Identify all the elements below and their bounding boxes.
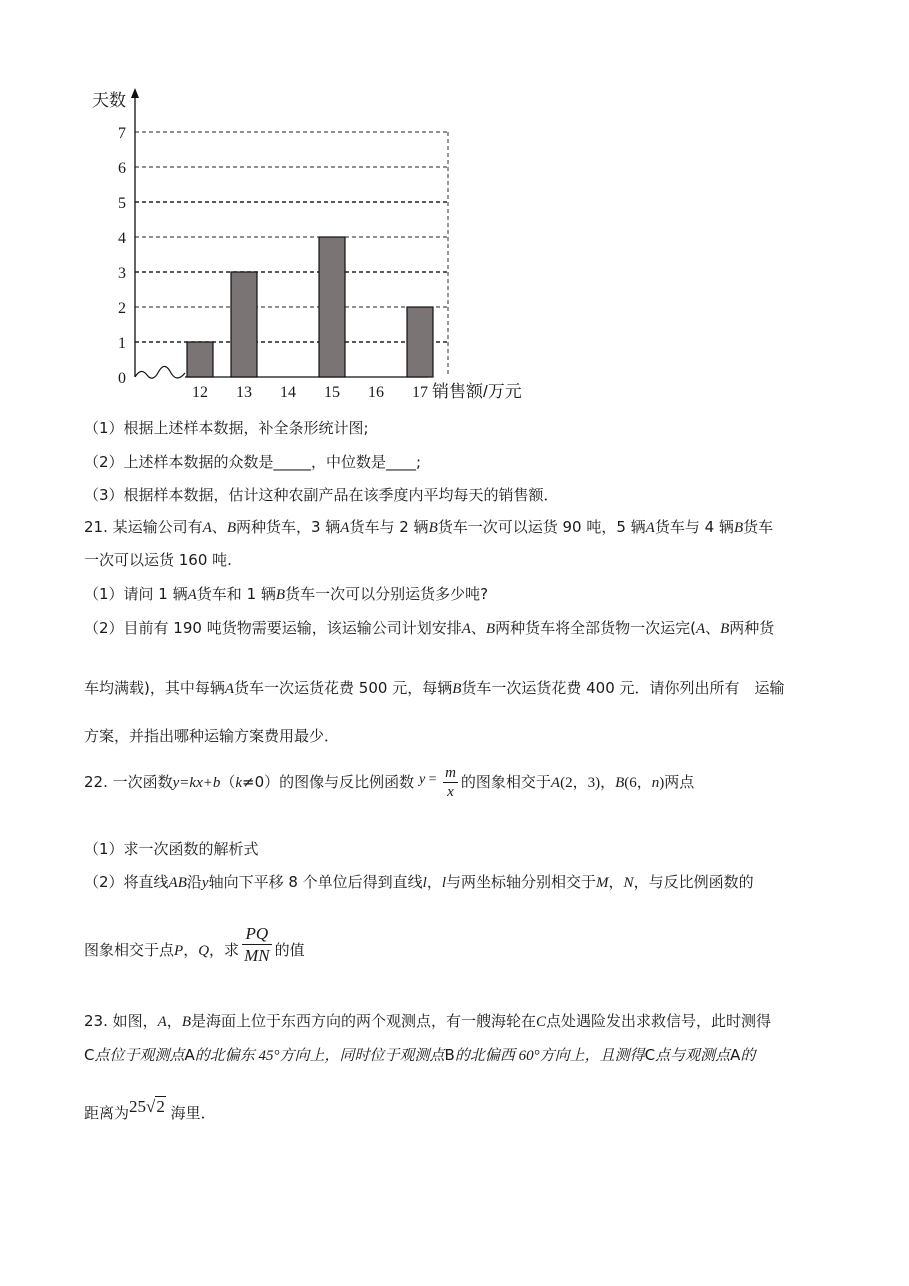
q23-line2 xyxy=(84,1044,755,1067)
q21-line1 xyxy=(84,516,773,539)
y-tick-label: 7 xyxy=(118,125,126,142)
sqrt-radicand: 2 xyxy=(156,1097,165,1116)
text-segment: 货车一次运货花费 400 元．请你列出所有 运输 xyxy=(461,679,785,697)
fraction-PQ-over-MN xyxy=(242,923,272,966)
text-segment: 货车和 1 辆 xyxy=(196,585,276,603)
q22-text: )两点 xyxy=(659,775,695,791)
q22-text: 22. 一次函数 xyxy=(84,773,173,791)
text-segment: A xyxy=(184,1046,195,1064)
fraction-numerator: m xyxy=(445,765,456,781)
text-segment: 两种货车将全部货物一次运完( xyxy=(495,619,696,637)
text-segment: 23. 如图， xyxy=(84,1012,158,1030)
y-axis-label: 天数 xyxy=(92,91,126,110)
q21-line2: 一次可以运货 160 吨. xyxy=(84,551,232,569)
x-axis-label: 销售额/万元 xyxy=(432,382,522,401)
fraction-m-over-x xyxy=(443,764,458,801)
x-tick-label: 15 xyxy=(324,384,340,401)
q21-part1 xyxy=(84,583,488,606)
math-variable: 的 xyxy=(740,1048,756,1064)
text-segment: ， xyxy=(426,873,442,891)
math-variable: B xyxy=(275,587,286,603)
sqrt-expression xyxy=(129,1097,166,1116)
x-tick-label: 17 xyxy=(412,384,428,401)
q22-text: ，求 xyxy=(209,941,240,959)
math-variable: A xyxy=(695,621,706,637)
text-segment: （2）将直线 xyxy=(84,873,169,891)
point-B: B xyxy=(615,775,625,791)
math-variable: B xyxy=(485,621,496,637)
text-segment: 、 xyxy=(705,619,721,637)
q22-text: 的图象相交于 xyxy=(460,773,551,791)
y-tick-label: 3 xyxy=(118,265,126,282)
bar-17 xyxy=(407,307,433,377)
text-segment: 、 xyxy=(470,619,486,637)
math-variable: B xyxy=(181,1014,191,1030)
text-segment: 是海面上位于东西方向的两个观测点，有一艘海轮在 xyxy=(190,1012,536,1030)
y-tick-label: 0 xyxy=(118,370,126,387)
text-segment: 两种货车，3 辆 xyxy=(235,518,341,536)
q22-text: ， xyxy=(183,941,199,959)
text-segment: A xyxy=(730,1046,741,1064)
q21-part2-line3: 方案，并指出哪种运输方案费用最少． xyxy=(84,727,340,745)
point-A-coords: (2，3)， xyxy=(560,775,616,791)
bar-15 xyxy=(319,237,345,377)
y-tick-label: 2 xyxy=(118,300,126,317)
text-segment: 货车一次可以运货 90 吨，5 辆 xyxy=(437,518,646,536)
q22-part2-line1 xyxy=(84,871,754,894)
point-Q: Q xyxy=(198,943,210,959)
text-segment: C xyxy=(84,1046,95,1064)
fraction-denominator: x xyxy=(447,784,454,800)
q22-part1: （1）求一次函数的解析式 xyxy=(84,840,259,858)
math-variable: A xyxy=(202,520,212,536)
math-variable: B xyxy=(733,520,744,536)
math-variable: A xyxy=(224,681,235,697)
text-segment: 货车一次可以分别运货多少吨? xyxy=(285,585,489,603)
q22-line1 xyxy=(84,762,694,804)
text-segment: ，与反比例函数的 xyxy=(633,873,754,891)
q20-part3: （3）根据样本数据，估计这种农副产品在该季度内平均每天的销售额． xyxy=(84,486,559,504)
x-tick-label: 16 xyxy=(368,384,384,401)
x-tick-label: 14 xyxy=(280,384,296,401)
text-segment: 沿 xyxy=(186,873,202,891)
q21-part2-line2 xyxy=(84,677,785,700)
text-segment: （1）请问 1 辆 xyxy=(84,585,188,603)
math-variable: A xyxy=(187,587,197,603)
equals-sign: = xyxy=(425,772,441,787)
chart-gridlines xyxy=(135,132,448,377)
math-variable: AB xyxy=(168,875,187,891)
y-tick-label: 1 xyxy=(118,335,126,352)
math-variable: A xyxy=(645,520,655,536)
fraction-numerator: PQ xyxy=(242,923,272,945)
math-variable: N xyxy=(623,875,634,891)
text-segment: 点处遇险发出求救信号，此时测得 xyxy=(546,1012,772,1030)
text-segment: 货车 xyxy=(743,518,774,536)
q21-part2-line1 xyxy=(84,617,774,640)
q23-text: 距离为 xyxy=(84,1104,130,1122)
var-k: k xyxy=(235,775,243,791)
x-tick-labels xyxy=(192,384,428,401)
q22-text: （ xyxy=(220,773,236,791)
text-segment: ， xyxy=(166,1012,182,1030)
math-variable: B xyxy=(720,621,730,637)
math-variable: C xyxy=(536,1014,547,1030)
q23-line3 xyxy=(84,1098,216,1128)
math-variable: A xyxy=(157,1014,167,1030)
text-segment: ， xyxy=(608,873,624,891)
math-variable: y xyxy=(201,875,209,891)
math-variable: l xyxy=(441,875,447,891)
math-variable: 的北偏西 60°方向上，且测得 xyxy=(454,1048,645,1064)
text-segment: 21. 某运输公司有 xyxy=(84,518,203,536)
var-n: n xyxy=(651,775,660,791)
text-segment: 货车与 4 辆 xyxy=(654,518,734,536)
text-segment: 货车一次运货花费 500 元，每辆 xyxy=(234,679,453,697)
q20-part2: （2）上述样本数据的众数是_____，中位数是____; xyxy=(84,453,422,471)
q23-text: 海里． xyxy=(170,1104,216,1122)
bar-13 xyxy=(231,272,257,377)
bar-12 xyxy=(187,342,213,377)
text-segment: 、 xyxy=(211,518,227,536)
axis-break-mark xyxy=(135,366,185,378)
bar-chart xyxy=(80,82,540,404)
y-tick-label: 5 xyxy=(118,195,126,212)
sqrt-coefficient: 25 xyxy=(129,1097,147,1116)
q23-line1 xyxy=(84,1010,771,1033)
math-variable: A xyxy=(461,621,471,637)
linear-function-expr: y=kx+b xyxy=(172,775,221,791)
math-variable: 点位于观测点 xyxy=(94,1048,185,1064)
x-tick-label: 12 xyxy=(192,384,208,401)
point-P: P xyxy=(174,943,184,959)
text-segment: （2）目前有 190 吨货物需要运输，该运输公司计划安排 xyxy=(84,619,462,637)
text-segment: 两种货 xyxy=(729,619,775,637)
text-segment: 与两坐标轴分别相交于 xyxy=(446,873,597,891)
sqrt-symbol: √ xyxy=(146,1097,156,1116)
point-A: A xyxy=(550,775,561,791)
y-tick-label: 4 xyxy=(118,230,126,247)
math-variable: M xyxy=(596,875,609,891)
q20-part1: （1）根据上述样本数据，补全条形统计图; xyxy=(84,419,369,437)
var-y: y xyxy=(418,772,426,787)
text-segment: C xyxy=(644,1046,656,1064)
y-tick-labels xyxy=(118,125,126,387)
q22-part2-line2 xyxy=(84,924,305,973)
text-segment: 货车与 2 辆 xyxy=(349,518,429,536)
text-segment: 车均满载)，其中每辆 xyxy=(84,679,225,697)
math-variable: 的北偏东 45°方向上，同时位于观测点 xyxy=(194,1048,445,1064)
math-variable: B xyxy=(452,681,462,697)
math-variable: l xyxy=(422,875,427,891)
math-variable: B xyxy=(428,520,438,536)
y-tick-label: 6 xyxy=(118,160,126,177)
q22-text: 图象相交于点 xyxy=(84,941,175,959)
point-B-coords: (6， xyxy=(624,775,652,791)
text-segment: B xyxy=(444,1046,455,1064)
math-variable: B xyxy=(226,520,236,536)
math-variable: 点与观测点 xyxy=(655,1048,731,1064)
math-variable: A xyxy=(340,520,350,536)
fraction-denominator: MN xyxy=(244,946,270,965)
text-segment: 轴向下平移 8 个单位后得到直线 xyxy=(208,873,423,891)
y-axis-arrow xyxy=(131,88,139,98)
q22-text: ≠0）的图像与反比例函数 xyxy=(242,773,415,791)
q22-text: 的值 xyxy=(274,941,305,959)
x-tick-label: 13 xyxy=(236,384,252,401)
